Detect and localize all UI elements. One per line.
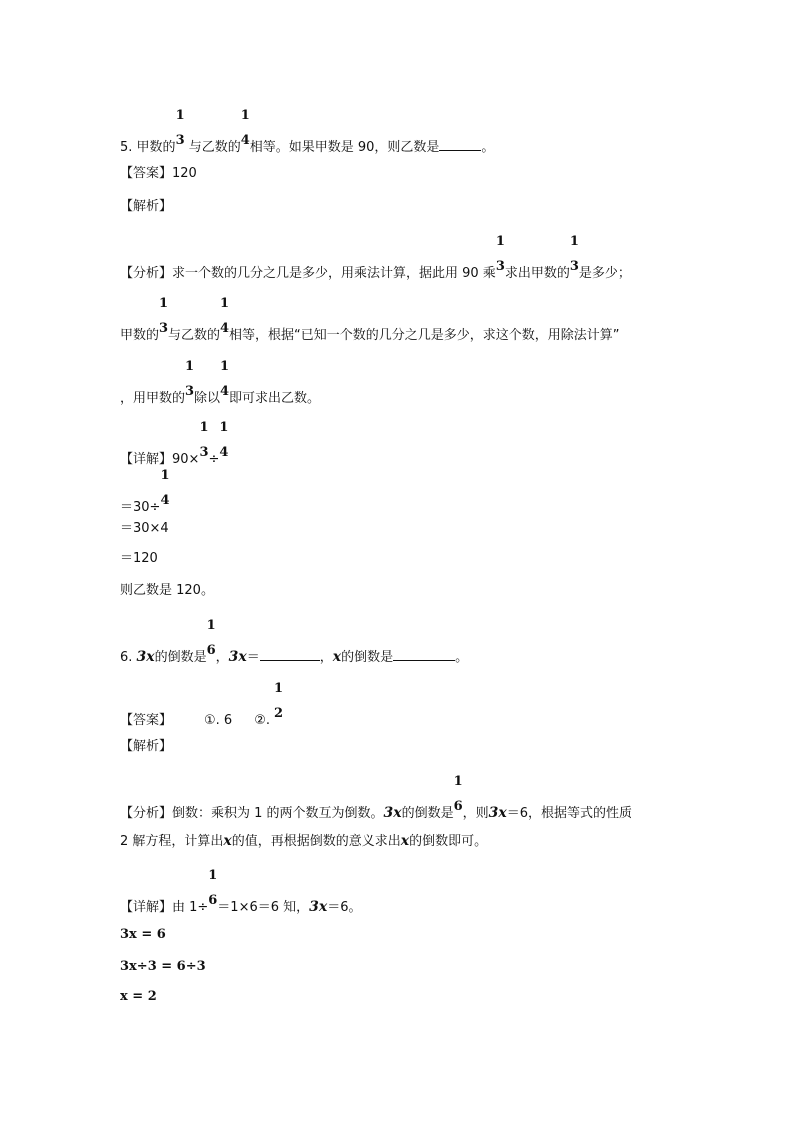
fraction-1-4: 1 4	[220, 359, 230, 399]
q5-detail: 【详解】90× 1 3 ÷ 1 4	[120, 420, 229, 467]
fraction-1-4: 1 4	[240, 108, 250, 148]
q6-detail: 【详解】由 1÷ 1 6 ＝1×6＝6 知，3x＝6。	[120, 868, 362, 915]
q5-analysis-line-3: ，用甲数的 1 3 除以 1 4 即可求出乙数。	[120, 359, 321, 406]
fraction-1-4: 1 4	[219, 420, 229, 460]
q6-analysis-label: 【解析】	[120, 739, 173, 754]
answer-blank	[439, 138, 481, 151]
answer-blank	[260, 648, 320, 661]
q6-equation-3: x = 2	[120, 989, 157, 1004]
fraction-1-2: 1 2	[274, 681, 284, 721]
fraction-1-3: 1 3	[159, 296, 169, 336]
q6-equation-1: 3x = 6	[120, 927, 166, 942]
fraction-1-4: 1 4	[220, 296, 230, 336]
fraction-1-6: 1 6	[206, 618, 216, 658]
q5-question: 5. 甲数的 1 3 与乙数的 1 4 相等。如果甲数是 90，则乙数是 。	[120, 108, 495, 155]
q6-answer: 【答案】 ①. 6 ②. 1 2	[120, 681, 284, 728]
fraction-1-3: 1 3	[569, 234, 579, 274]
answer-blank	[393, 648, 455, 661]
q6-equation-2: 3x÷3 = 6÷3	[120, 959, 206, 974]
q5-analysis-line-2: 甲数的 1 3 与乙数的 1 4 相等，根据“已知一个数的几分之几是多少，求这个数，用除法计算”	[120, 296, 620, 343]
q5-analysis-line-1: 【分析】求一个数的几分之几是多少，用乘法计算，据此用 90 乘 1 3 求出甲数的 1 3 是多少；	[120, 234, 631, 281]
fraction-1-4: 1 4	[160, 468, 170, 508]
q5-number: 5.	[120, 140, 133, 155]
q5-analysis-label: 【解析】	[120, 199, 173, 214]
q6-analysis-line-2: 2 解方程，计算出x的值，再根据倒数的意义求出x的倒数即可。	[120, 833, 488, 849]
q6-analysis-line-1: 【分析】倒数：乘积为 1 的两个数互为倒数。3x的倒数是 1 6 ，则3x＝6，根据等式的性质	[120, 774, 633, 821]
q5-conclusion: 则乙数是 120。	[120, 583, 214, 598]
fraction-1-3: 1 3	[495, 234, 505, 274]
fraction-1-3: 1 3	[185, 359, 195, 399]
q5-step-2: ＝30×4	[120, 521, 169, 536]
q6-question: 6. 3x的倒数是 1 6 ，3x＝ ，x的倒数是 。	[120, 618, 469, 665]
fraction-1-3: 1 3	[175, 108, 185, 148]
q6-number: 6.	[120, 650, 133, 665]
fraction-1-6: 1 6	[208, 868, 218, 908]
fraction-1-3: 1 3	[199, 420, 209, 460]
fraction-1-6: 1 6	[453, 774, 463, 814]
q5-answer: 【答案】120	[120, 166, 197, 181]
q5-step-3: ＝120	[120, 551, 158, 566]
q5-step-1: ＝30÷ 1 4	[120, 468, 170, 515]
